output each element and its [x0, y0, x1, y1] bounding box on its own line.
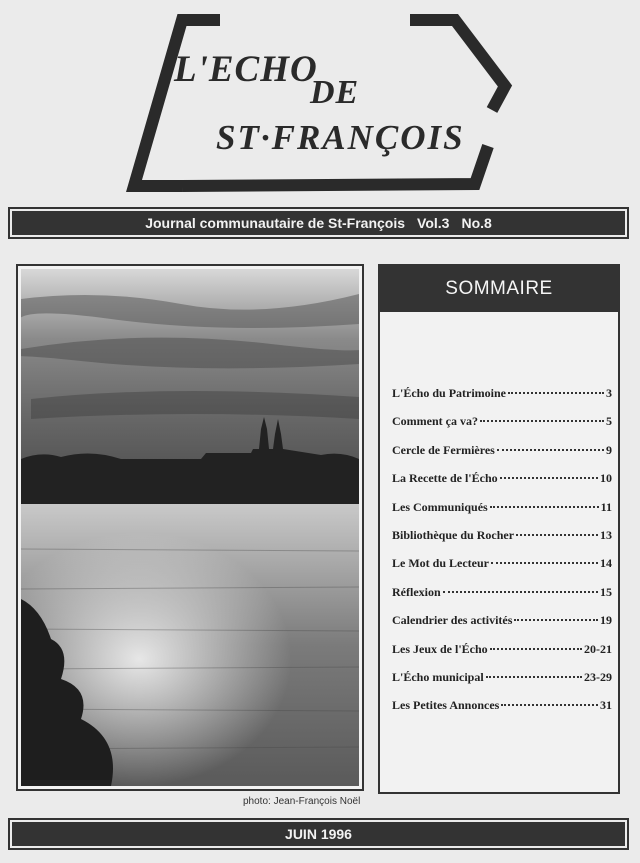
issue-date: JUIN 1996 — [285, 826, 352, 842]
subtitle-banner — [12, 211, 625, 235]
toc-leader-dots — [490, 648, 582, 650]
toc-item-title: Bibliothèque du Rocher — [392, 527, 515, 542]
toc-leader-dots — [497, 449, 604, 451]
toc-item — [392, 556, 612, 584]
toc-item-page: 19 — [600, 613, 612, 628]
toc-item-title: Les Communiqués — [392, 499, 488, 514]
toc-leader-dots — [443, 591, 598, 593]
toc-leader-dots — [480, 420, 604, 422]
masthead-logo — [120, 8, 520, 200]
toc-leader-dots — [508, 392, 604, 394]
toc-item — [392, 698, 612, 726]
toc-item — [392, 471, 612, 499]
toc-item-page: 11 — [600, 499, 612, 514]
toc-item-title: L'Écho municipal — [392, 669, 484, 684]
toc-item-title: Calendrier des activités — [392, 613, 513, 628]
banner-subtitle: Journal communautaire de St-François — [145, 215, 406, 231]
sunset-river-photo — [21, 269, 359, 786]
toc-item — [392, 670, 612, 698]
toc-item — [392, 528, 612, 556]
toc-item-page: 10 — [600, 471, 612, 486]
toc-item-page: 13 — [600, 527, 612, 542]
toc-item-title: Réflexion — [392, 584, 441, 599]
toc-item-page: 9 — [606, 442, 612, 457]
toc-item-page: 31 — [600, 698, 612, 713]
table-of-contents — [378, 264, 620, 794]
banner-number: No.8 — [461, 215, 492, 231]
cover-photo — [16, 264, 364, 791]
photo-caption: photo: Jean-François Noël — [243, 796, 361, 807]
toc-item — [392, 613, 612, 641]
toc-leader-dots — [486, 676, 582, 678]
toc-item — [392, 500, 612, 528]
toc-item — [392, 642, 612, 670]
masthead-title-line2: DE — [310, 74, 360, 111]
toc-item-title: Le Mot du Lecteur — [392, 556, 489, 571]
toc-leader-dots — [490, 506, 599, 508]
toc-item — [392, 414, 612, 442]
toc-heading: SOMMAIRE — [380, 266, 618, 312]
toc-leader-dots — [516, 534, 598, 536]
toc-item-title: La Recette de l'Écho — [392, 471, 498, 486]
toc-item-title: Les Petites Annonces — [392, 698, 500, 713]
toc-item — [392, 585, 612, 613]
toc-leader-dots — [514, 619, 598, 621]
toc-item-page: 3 — [606, 386, 612, 400]
toc-item — [392, 386, 612, 414]
toc-item-title: Les Jeux de l'Écho — [392, 641, 488, 656]
toc-list — [392, 386, 612, 727]
toc-item — [392, 443, 612, 471]
toc-item-page: 15 — [600, 584, 612, 599]
toc-item-page: 23-29 — [584, 669, 612, 684]
masthead-title-line1: L'ECHO — [174, 49, 318, 90]
masthead-title-line3: ST·FRANÇOIS — [216, 118, 465, 157]
toc-item-title: L'Écho du Patrimoine — [392, 386, 507, 400]
toc-leader-dots — [491, 562, 598, 564]
toc-item-page: 14 — [600, 556, 612, 571]
toc-item-page: 5 — [606, 414, 612, 429]
toc-item-title: Cercle de Fermières — [392, 442, 495, 457]
date-banner — [12, 822, 625, 846]
toc-item-title: Comment ça va? — [392, 414, 478, 429]
toc-leader-dots — [500, 477, 598, 479]
toc-leader-dots — [501, 704, 598, 706]
banner-volume: Vol.3 — [417, 215, 450, 231]
toc-item-page: 20-21 — [584, 641, 612, 656]
